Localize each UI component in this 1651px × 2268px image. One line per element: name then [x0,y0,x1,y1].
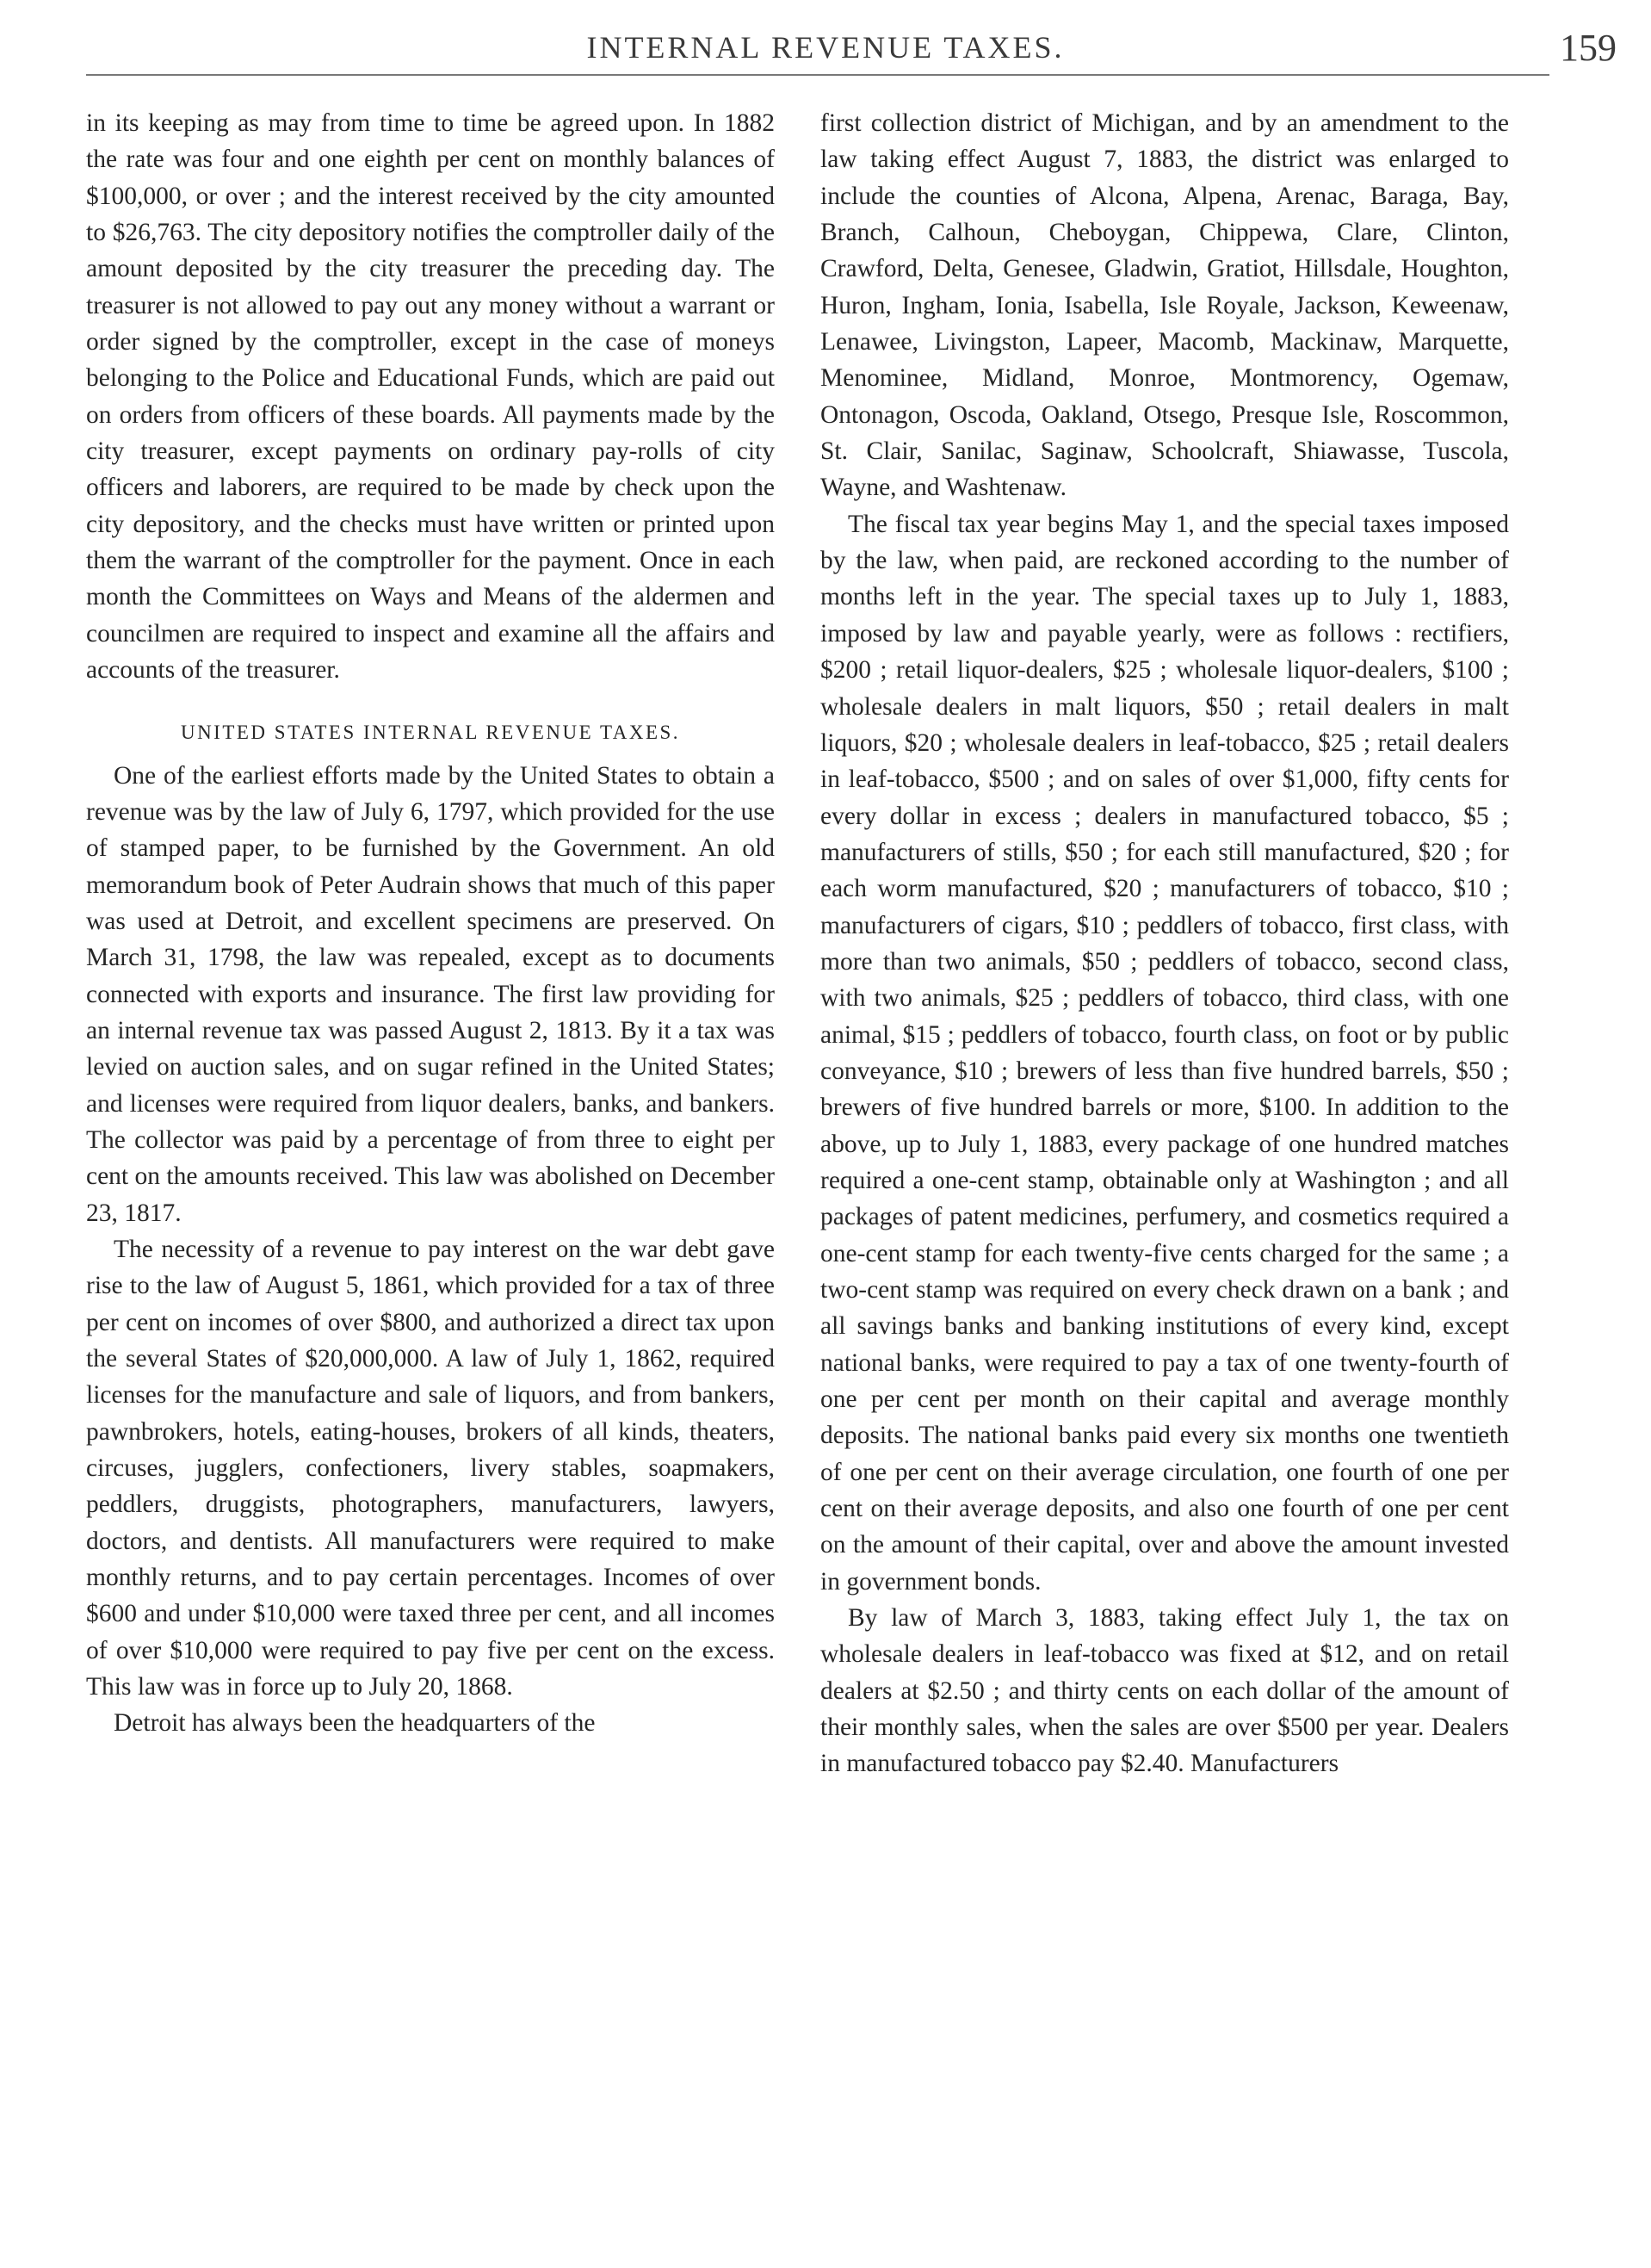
header-rule [86,74,1549,76]
paragraph: By law of March 3, 1883, taking effect July 1, the tax on wholesale dealers in leaf-tobacco was fixed at $12, and on retail dealers at $2.50 ; and thirty cents on each dollar of the amount of their monthly sales, when the sales are over $500 per year. Dealers in manufactured tobacco pay $2.40. Manufacturers [820,1604,1509,1778]
paragraph: One of the earliest efforts made by the United States to obtain a revenue was by the law of July 6, 1797, which provided for the use of stamped paper, to be furnished by the Government. An old memorandum book of Peter Audrain shows that much of this paper was used at Detroit, and excellent specimens are preserved. On March 31, 1798, the law was repealed, except as to documents connected with exports and insurance. The first law providing for an internal revenue tax was passed August 2, 1813. By it a tax was levied on auction sales, and on sugar refined in the United States; and licenses were required from liquor dealers, banks, and bankers. The collector was paid by a percentage of from three to eight per cent on the amounts received. This law was abolished on December 23, 1817. [86,761,775,1227]
paragraph: Detroit has always been the headquarters of the [114,1709,596,1738]
running-head [0,24,1651,76]
paragraph: first collection district of Michigan, and by an amendment to the law taking effect August 7, 1883, the district was enlarged to include the counties of Alcona, Alpena, Arenac, Baraga, Bay, Branch, Calhoun, Cheboygan, Chippewa, Clare, Clinton, Crawford, Delta, Genesee, Gladwin, Gratiot, Hillsdale, Houghton, Huron, Ingham, Ionia, Isabella, Isle Royale, Jackson, Keweenaw, Lenawee, Livingston, Lapeer, Macomb, Mackinaw, Marquette, Menominee, Midland, Monroe, Montmorency, Ogemaw, Ontonagon, Oscoda, Oakland, Otsego, Presque Isle, Roscommon, St. Clair, Sanilac, Saginaw, Schoolcraft, Shiawasse, Tuscola, Wayne, and Washtenaw. [820,109,1509,502]
paragraph: The necessity of a revenue to pay interest on the war debt gave rise to the law of August 5, 1861, which provided for a tax of three per cent on incomes of over $800, and authorized a direct tax upon the several States of $20,000,000. A law of July 1, 1862, required licenses for the manufacture and sale of liquors, and from bankers, pawnbrokers, hotels, eating-houses, brokers of all kinds, theaters, circuses, jugglers, confectioners, livery stables, soapmakers, peddlers, druggists, photographers, manufacturers, lawyers, doctors, and dentists. All manufacturers were required to make monthly returns, and to pay certain percentages. Incomes of over $600 and under $10,000 were taxed three per cent, and all incomes of over $10,000 were required to pay five per cent on the excess. This law was in force up to July 20, 1868. [86,1235,775,1701]
page-number: 159 [1560,27,1617,69]
left-column [86,105,775,1742]
paragraph: in its keeping as may from time to time be agreed upon. In 1882 the rate was four and one eighth per cent on monthly balances of $100,000, or over ; and the interest received by the city amounted to $26,763. The city depository notifies the comptroller daily of the amount deposited by the city treasurer the preceding day. The treasurer is not allowed to pay out any money without a warrant or order signed by the comptroller, except in the case of moneys belonging to the Police and Educational Funds, which are paid out on orders from officers of these boards. All payments made by the city treasurer, except payments on ordinary pay-rolls of city officers and laborers, are required to be made by check upon the city depository, and the checks must have written or printed upon them the warrant of the comptroller for the payment. Once in each month the Committees on Ways and Means of the aldermen and councilmen are required to inspect and examine all the affairs and accounts of the treasurer. [86,109,775,685]
running-title: INTERNAL REVENUE TAXES. [586,30,1065,65]
right-column [820,105,1509,1782]
paragraph: The fiscal tax year begins May 1, and the special taxes imposed by the law, when paid, are reckoned according to the number of months left in the year. The special taxes up to July 1, 1883, imposed by law and payable yearly, were as follows : rectifiers, $200 ; retail liquor-dealers, $25 ; wholesale liquor-dealers, $100 ; wholesale dealers in malt liquors, $50 ; retail dealers in malt liquors, $20 ; wholesale dealers in leaf-tobacco, $25 ; retail dealers in leaf-tobacco, $500 ; and on sales of over $1,000, fifty cents for every dollar in excess ; dealers in manufactured tobacco, $5 ; manufacturers of stills, $50 ; for each still manufactured, $20 ; for each worm manufactured, $20 ; manufacturers of tobacco, $10 ; manufacturers of cigars, $10 ; peddlers of tobacco, first class, with more than two animals, $50 ; peddlers of tobacco, second class, with two animals, $25 ; peddlers of tobacco, third class, with one animal, $15 ; peddlers of tobacco, fourth class, on foot or by public conveyance, $10 ; brewers of less than five hundred barrels, $50 ; brewers of five hundred barrels or more, $100. In addition to the above, up to July 1, 1883, every package of one hundred matches required a one-cent stamp, obtainable only at Washington ; and all packages of patent medicines, perfumery, and cosmetics required a one-cent stamp for each twenty-five cents charged for the same ; a two-cent stamp was required on every check drawn on a bank ; and all savings banks and banking institutions of every kind, except national banks, were required to pay a tax of one twenty-fourth of one per cent per month on their capital and average monthly deposits. The national banks paid every six months one twentieth of one per cent on their average circulation, one fourth of one per cent on their average deposits, and also one fourth of one per cent on the amount of their capital, over and above the amount invested in government bonds. [820,510,1509,1596]
section-heading: UNITED STATES INTERNAL REVENUE TAXES. [180,721,681,743]
